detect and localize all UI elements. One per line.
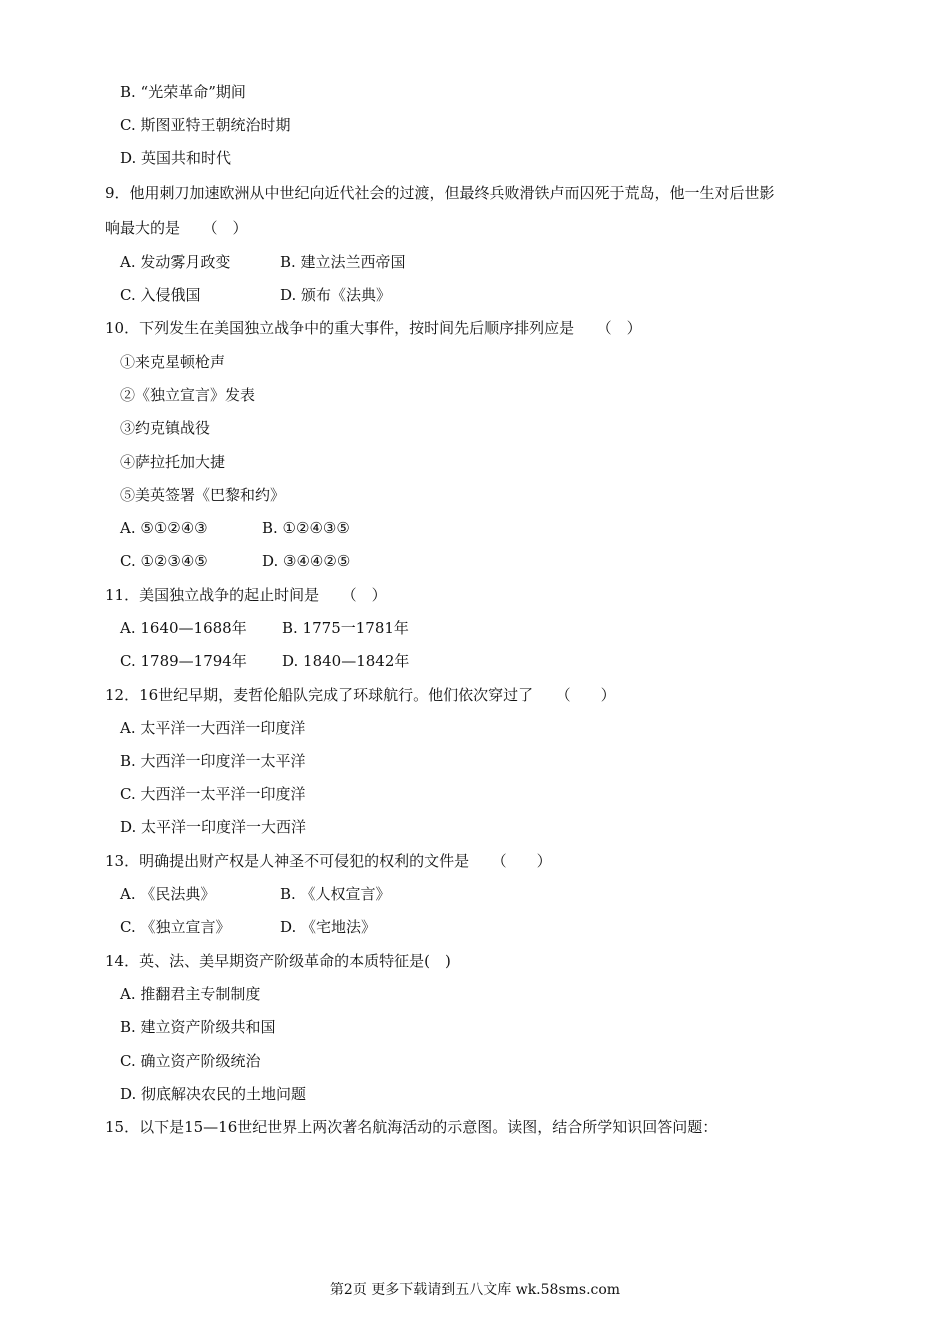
q13-option-c: C. 《独立宣言》	[120, 918, 231, 936]
q12-option-d: D. 太平洋一印度洋一大西洋	[120, 818, 307, 836]
q11-option-c: C. 1789—1794年	[120, 652, 247, 670]
q14-option-d: D. 彻底解决农民的土地问题	[120, 1085, 307, 1103]
q14-stem: 14．英、法、美早期资产阶级革命的本质特征是( )	[105, 952, 451, 970]
q13-stem: 13．明确提出财产权是人神圣不可侵犯的权利的文件是 （ ）	[105, 852, 552, 870]
q13-option-b: B. 《人权宣言》	[280, 885, 391, 903]
q9-option-a: A. 发动雾月政变	[120, 253, 231, 271]
q9-stem-line1: 9．他用刺刀加速欧洲从中世纪向近代社会的过渡，但最终兵败滑铁卢而囚死于荒岛，他一生对后世影	[105, 184, 775, 202]
q9-option-b: B. 建立法兰西帝国	[280, 253, 406, 271]
q9-stem-line2: 响最大的是 （ ）	[105, 219, 248, 237]
q9-option-c: C. 入侵俄国	[120, 286, 201, 304]
q10-item-1: ①来克星顿枪声	[120, 353, 226, 371]
q11-option-d: D. 1840—1842年	[282, 652, 410, 670]
q12-option-b: B. 大西洋一印度洋一太平洋	[120, 752, 306, 770]
q13-option-a: A. 《民法典》	[120, 885, 216, 903]
q9-option-d: D. 颁布《法典》	[280, 286, 392, 304]
q10-stem: 10．下列发生在美国独立战争中的重大事件，按时间先后顺序排列应是 （ ）	[105, 319, 642, 337]
q10-option-a: A. ⑤①②④③	[120, 519, 208, 537]
q10-item-5: ⑤美英签署《巴黎和约》	[120, 486, 286, 504]
q8-option-c: C. 斯图亚特王朝统治时期	[120, 116, 291, 134]
q14-option-b: B. 建立资产阶级共和国	[120, 1018, 276, 1036]
q10-option-c: C. ①②③④⑤	[120, 552, 208, 570]
q10-option-b: B. ①②④③⑤	[262, 519, 350, 537]
q12-option-a: A. 太平洋一大西洋一印度洋	[120, 719, 306, 737]
page-footer: 第2页 更多下载请到五八文库 wk.58sms.com	[329, 1282, 621, 1298]
q11-stem: 11．美国独立战争的起止时间是 （ ）	[105, 586, 387, 604]
q14-option-c: C. 确立资产阶级统治	[120, 1052, 261, 1070]
q10-item-4: ④萨拉托加大捷	[120, 453, 226, 471]
q11-option-b: B. 1775一1781年	[282, 619, 409, 637]
q12-stem: 12．16世纪早期，麦哲伦船队完成了环球航行。他们依次穿过了 （ ）	[105, 686, 616, 704]
q10-item-3: ③约克镇战役	[120, 419, 211, 437]
q13-option-d: D. 《宅地法》	[280, 918, 377, 936]
q12-option-c: C. 大西洋一太平洋一印度洋	[120, 785, 306, 803]
q8-option-d: D. 英国共和时代	[120, 149, 232, 167]
q11-option-a: A. 1640—1688年	[120, 619, 247, 637]
q10-option-d: D. ③④④②⑤	[262, 552, 351, 570]
q14-option-a: A. 推翻君主专制制度	[120, 985, 261, 1003]
q10-item-2: ②《独立宣言》发表	[120, 386, 256, 404]
q15-stem: 15．以下是15—16世纪世界上两次著名航海活动的示意图。读图，结合所学知识回答问题：	[105, 1118, 718, 1136]
q8-option-b: B. “光荣革命”期间	[120, 83, 246, 101]
